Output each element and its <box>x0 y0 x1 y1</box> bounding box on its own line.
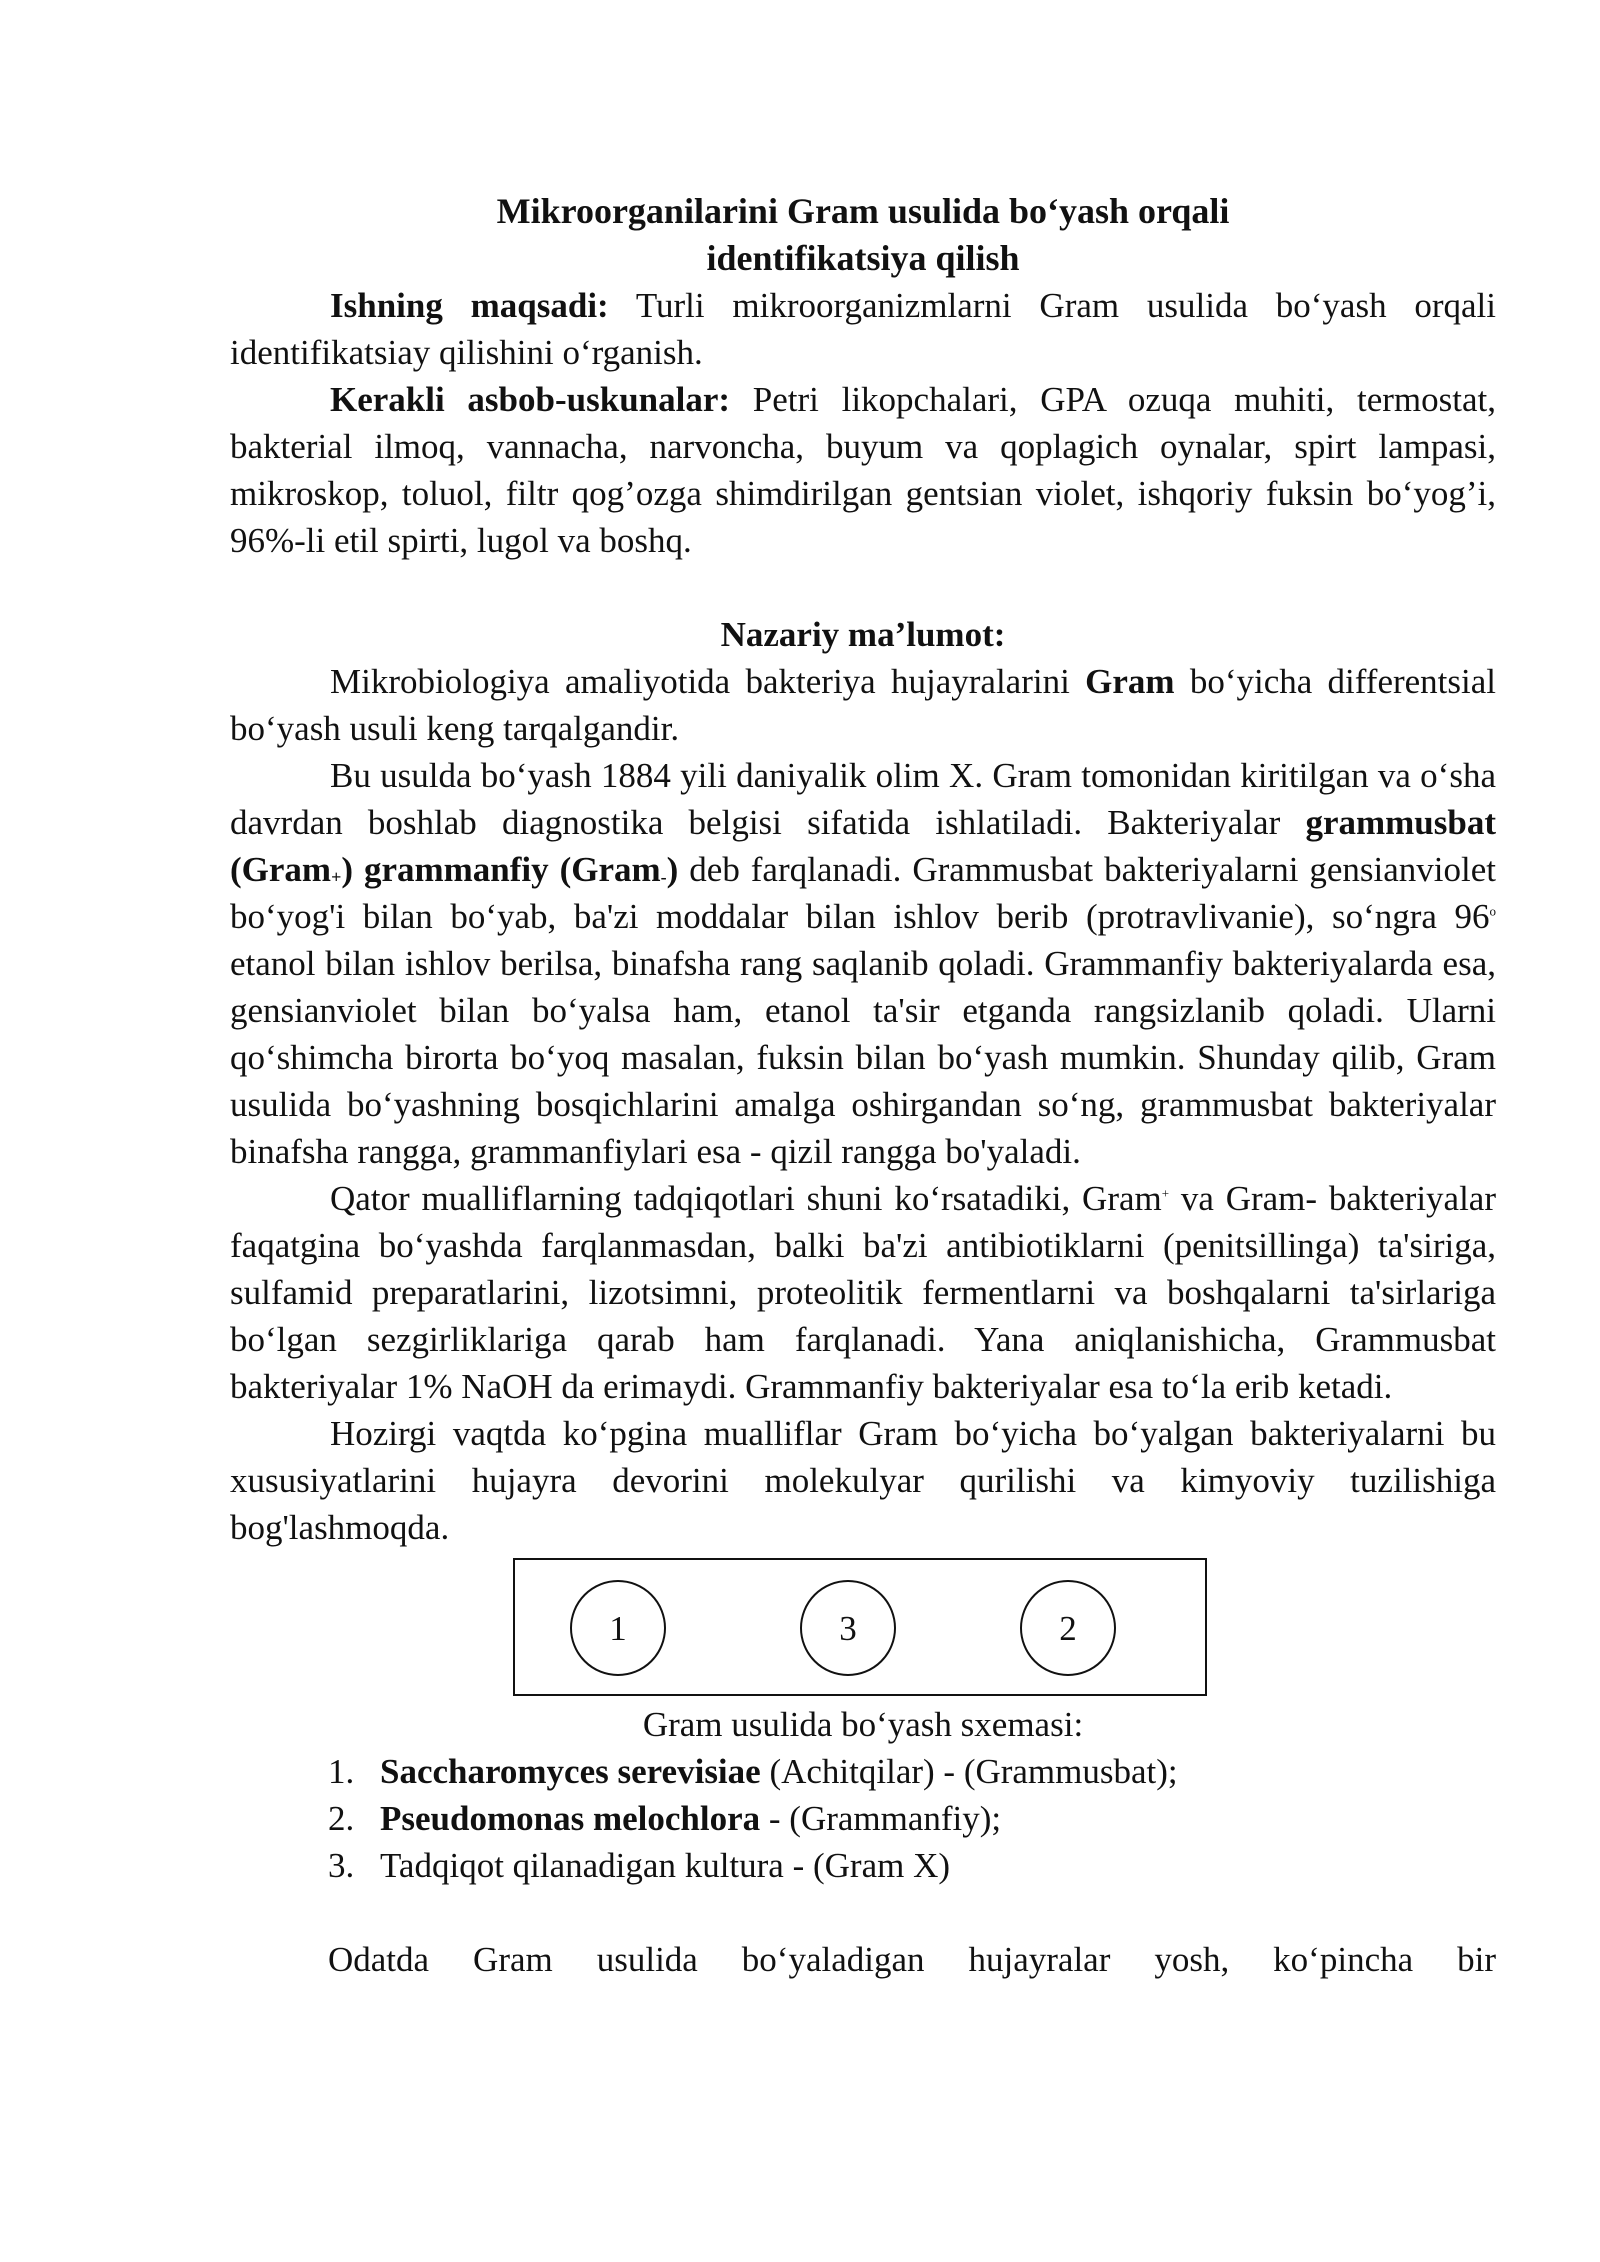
list-item-text: Tadqiqot qilanadigan kultura - (Gram X) <box>380 1846 951 1885</box>
p1-text-b: bo‘yicha differentsial bo‘yash usuli keng tarqalgandir. <box>230 662 1497 748</box>
list-item-species: Saccharomyces serevisiae <box>380 1752 761 1791</box>
title-line-1: Mikroorganilarini Gram usulida bo‘yash orqali <box>496 191 1230 231</box>
p1-bold-gram: Gram <box>1085 662 1175 701</box>
p2-text-c: etanol bilan ishlov berilsa, binafsha rang saqlanib qoladi. Grammanfiy bakteriyalarda esa, gensianviolet bilan bo‘yalsa ham, etanol ta'sir etganda rangsizlanib qoladi. Ularni qo‘shimcha birorta bo‘yoq masalan, fuksin bilan bo‘yash mumkin. Shunday qilib, Gram usulida bo‘yashning bosqichlarini amalga oshirgandan so‘ng, grammusbat bakteriyalar binafsha rangga, grammanfiylari esa - qizil rangga bo'yaladi. <box>230 944 1496 1171</box>
document-title <box>230 188 1496 282</box>
list-item <box>328 1748 1496 1795</box>
goal-paragraph <box>230 282 1496 376</box>
list-item <box>328 1795 1496 1842</box>
p3-plus-sup: + <box>1161 1185 1170 1201</box>
title-line-2: identifikatsiya qilish <box>706 238 1020 278</box>
goal-label: Ishning maqsadi: <box>330 286 609 325</box>
p2-degree-sup: o <box>1489 903 1496 919</box>
p3-text-a: Qator mualliflarning tadqiqotlari shuni ko‘rsatadiki, Gram <box>330 1179 1162 1218</box>
theory-paragraph-3 <box>230 1175 1496 1410</box>
p1-text-a: Mikrobiologiya amaliyotida bakteriya hujayralarini <box>330 662 1086 701</box>
p2-sub-minus: - <box>660 867 667 887</box>
scheme-circle-1: 1 <box>570 1580 666 1676</box>
theory-paragraph-1 <box>230 658 1496 752</box>
equipment-text: Petri likopchalari, GPA ozuqa muhiti, termostat, bakterial ilmoq, vannacha, narvoncha, buyum va qoplagich oynalar, spirt lampasi, mikroskop, toluol, filtr qog’ozga shimdirilgan gentsian violet, ishqoriy fuksin bo‘yog’i, 96%-li etil spirti, lugol va boshq. <box>230 380 1497 560</box>
p2-bold-3: ) <box>666 850 679 889</box>
scheme-circle-3: 3 <box>800 1580 896 1676</box>
p2-bold-2: ) grammanfiy (Gram <box>341 850 661 889</box>
continuation-line: Odatda Gram usulida bo‘yaladigan hujayralar yosh, ko‘pincha bir <box>328 1940 1496 1979</box>
p2-text-a: Bu usulda bo‘yash 1884 yili daniyalik olim X. Gram tomonidan kiritilgan va o‘sha davrdan boshlab diagnostika belgisi sifatida ishlatiladi. Bakteriyalar <box>230 756 1496 842</box>
goal-text: Turli mikroorganizmlarni Gram usulida bo‘yash orqali identifikatsiay qilishini o‘rganish. <box>230 286 1496 372</box>
list-item-number: 2. <box>328 1799 355 1838</box>
document-page <box>230 188 1496 2018</box>
list-item-number: 3. <box>328 1846 355 1885</box>
p2-text-b: deb farqlanadi. Grammusbat bakteriyalarni gensianviolet bo‘yog'i bilan bo‘yab, ba'zi moddalar bilan ishlov berib (protravlivanie), so‘ngra 96 <box>230 850 1496 936</box>
equipment-label: Kerakli asbob-uskunalar: <box>330 380 731 419</box>
culture-list <box>230 1748 1496 1889</box>
list-item-number: 1. <box>328 1752 355 1791</box>
theory-paragraph-4: Hozirgi vaqtda ko‘pgina mualliflar Gram bo‘yicha bo‘yalgan bakteriyalarni bu xususiyatlarini hujayra devorini molekulyar qurilishi va kimyoviy tuzilishiga bog'lashmoqda. <box>230 1414 1496 1547</box>
figure-caption: Gram usulida bo‘yash sxemasi: <box>642 1705 1084 1744</box>
equipment-paragraph <box>230 376 1496 564</box>
list-item-text: - (Grammanfiy); <box>760 1799 1002 1838</box>
p2-sub-plus: + <box>331 867 342 887</box>
theory-paragraph-2 <box>230 752 1496 1175</box>
p3-text-b: va Gram- bakteriyalar faqatgina bo‘yashda farqlanmasdan, balki ba'zi antibiotiklarni (penitsillinga) ta'siriga, sulfamid preparatlarini, lizotsimni, proteolitik fermentlarni va boshqalarni ta'sirlariga bo‘lgan sezgirliklariga qarab ham farqlanadi. Yana aniqlanishicha, Grammusbat bakteriyalar 1% NaOH da erimaydi. Grammanfiy bakteriyalar esa to‘la erib ketadi. <box>230 1179 1496 1406</box>
gram-stain-scheme-figure <box>513 1558 1207 1696</box>
list-item <box>328 1842 1496 1889</box>
theory-heading: Nazariy ma’lumot: <box>720 615 1006 654</box>
list-item-text: (Achitqilar) - (Grammusbat); <box>760 1752 1178 1791</box>
p2-bold-1: grammusbat (Gram <box>230 803 1496 889</box>
scheme-circle-2: 2 <box>1020 1580 1116 1676</box>
list-item-species: Pseudomonas melochlora <box>380 1799 761 1838</box>
